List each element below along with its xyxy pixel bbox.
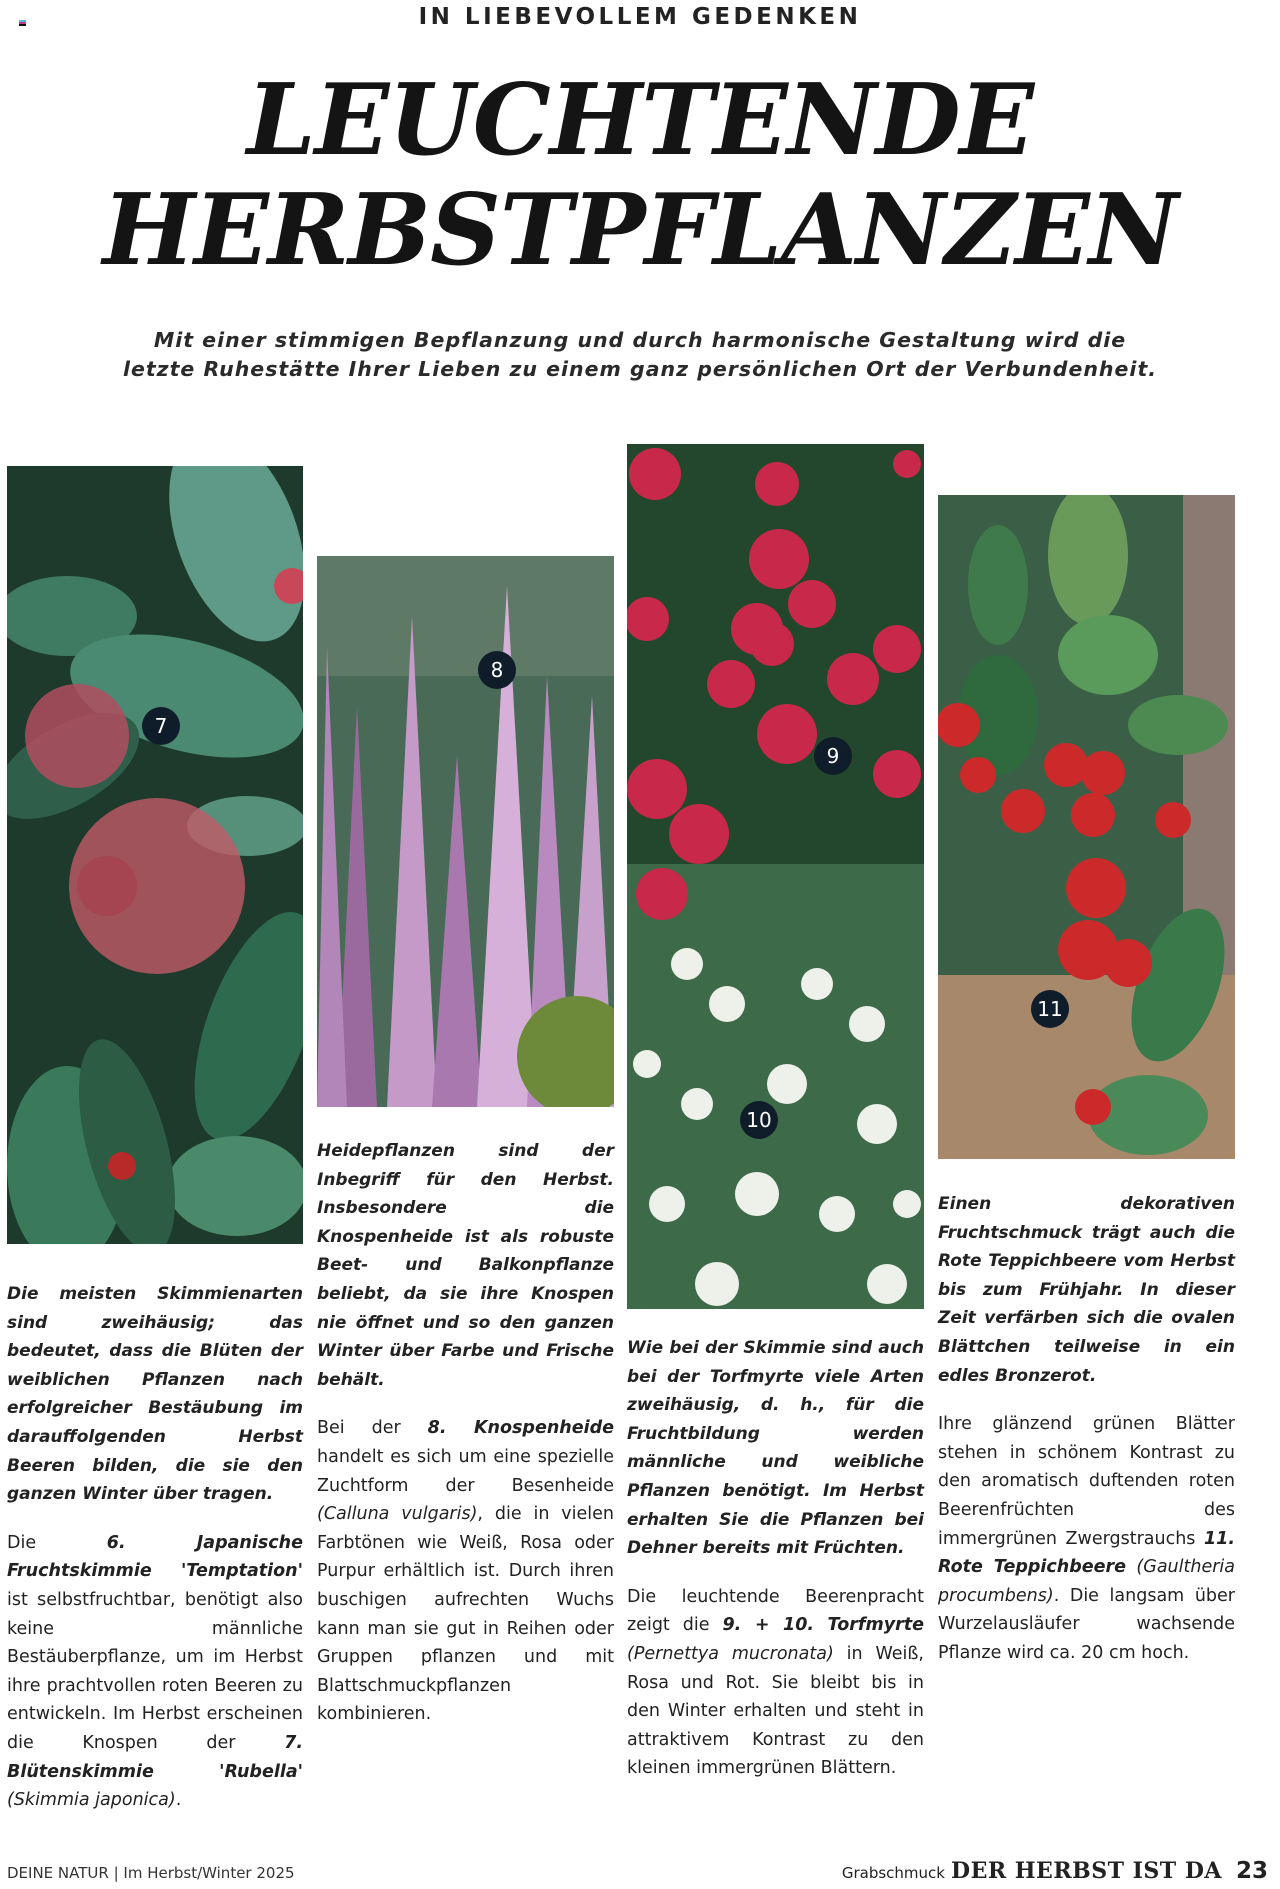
page-number: 23: [1235, 1858, 1268, 1884]
skimmia-photo-illustration: [7, 466, 303, 1244]
column-3-body: Die leuchtende Beerenpracht zeigt die 9. + 10. Torfmyrte (Pernettya mucronata) in Weiß, Rosa und Rot. Sie bleibt bis in den Winter erhalten und steht in attraktivem Kontrast zu den kleinen immergrünen Blättern.: [627, 1586, 924, 1779]
heather-photo-illustration: [317, 556, 614, 1107]
footer-section-title: DER HERBST IST DA: [950, 1858, 1222, 1884]
section-kicker: IN LIEBEVOLLEM GEDENKEN: [418, 4, 862, 30]
column-4-body: Ihre glänzend grünen Blätter stehen in schönem Kontrast zu den aromatisch duftenden roten Beerenfrüchten des immergrünen Zwergstrauchs 11. Rote Teppichbeere (Gaultheria procumbens). Die langsam über Wurzelausläufer wachsende Pflanze wird ca. 20 cm hoch.: [938, 1414, 1235, 1663]
column-4-lead: Einen dekorativen Fruchtschmuck trägt auch die Rote Teppichbeere vom Herbst bis zum Frühjahr. In dieser Zeit verfärben sich die ovalen Blättchen teilweise in ein edles Bronzerot.: [938, 1194, 1235, 1386]
plant-number-badge-11: 11: [1031, 990, 1069, 1028]
botanical-name-9-10: (Pernettya mucronata): [627, 1643, 834, 1664]
column-1-lead: Die meisten Skimmienarten sind zweihäusig; das bedeutet, dass die Blüten der weiblichen Pflanzen nach erfolgreicher Bestäubung im darauffolgenden Herbst Beeren bilden, die sie den ganzen Winter über tragen.: [7, 1284, 303, 1505]
headline-line-1: LEUCHTENDE: [246, 63, 1034, 178]
footer-section-label: Grabschmuck: [841, 1864, 945, 1882]
plant-number-badge-7: 7: [142, 707, 180, 745]
pernettya-photo-illustration: [627, 444, 924, 1309]
gaultheria-photo-illustration: [938, 495, 1235, 1159]
plant-number-badge-8: 8: [478, 651, 516, 689]
photo-gaultheria: [938, 495, 1235, 1159]
photo-pernettya: [627, 444, 924, 1309]
text-column-3: [627, 1334, 924, 1803]
column-2-lead: Heidepflanzen sind der Inbegriff für den Herbst. Insbesondere die Knospenheide ist als robuste Beet- und Balkonpflanze beliebt, da sie ihre Knospen nie öffnet und so den ganzen Winter über Farbe und Frische behält.: [317, 1141, 614, 1390]
botanical-name-8: (Calluna vulgaris): [317, 1504, 478, 1525]
column-3-lead: Wie bei der Skimmie sind auch bei der Torfmyrte viele Arten zweihäusig, d. h., für die Fruchtbildung werden männliche und weibliche Pflanzen benötigt. Im Herbst erhalten Sie die Pflanzen bei Dehner bereits mit Früchten.: [627, 1338, 924, 1559]
headline-line-2: HERBSTPFLANZEN: [102, 173, 1178, 288]
intro-line-2: letzte Ruhestätte Ihrer Lieben zu einem ganz persönlichen Ort der Verbundenheit.: [122, 357, 1158, 381]
text-column-2: [317, 1137, 614, 1749]
column-1-body: Die 6. Japanische Fruchtskimmie 'Temptation' ist selbstfruchtbar, benötigt also keine männliche Bestäuberpflanze, um im Herbst ihre prachtvollen roten Beeren zu entwickeln. Im Herbst erscheinen die Knospen der 7. Blütenskimmie 'Rubella' (Skimmia japonica).: [7, 1532, 303, 1811]
plant-name-6: 6. Japanische Fruchtskimmie 'Temptation': [7, 1532, 303, 1582]
text-column-1: [7, 1280, 303, 1835]
botanical-name-11: (Gaultheria procumbens): [938, 1557, 1235, 1606]
photo-heather: [317, 556, 614, 1107]
text-column-4: [938, 1190, 1235, 1688]
column-2-body: Bei der 8. Knospenheide handelt es sich um eine spezielle Zuchtform der Besenheide (Calluna vulgaris), die in vielen Farbtönen wie Weiß, Rosa oder Purpur erhältlich ist. Durch ihren buschigen aufrechten Wuchs kann man sie gut in Reihen oder Gruppen pflanzen und mit Blattschmuckpflanzen kombinieren.: [317, 1418, 614, 1725]
photo-skimmia: [7, 466, 303, 1244]
footer-section: [842, 1858, 1268, 1884]
intro-text: [0, 326, 1280, 384]
plant-name-7: 7. Blütenskimmie 'Rubella': [7, 1732, 303, 1782]
plant-name-9-10: 9. + 10. Torfmyrte: [722, 1615, 924, 1636]
footer-publication: DEINE NATUR | Im Herbst/Winter 2025: [7, 1864, 295, 1882]
plant-number-badge-10: 10: [740, 1101, 778, 1139]
plant-name-11: 11. Rote Teppichbeere: [938, 1528, 1235, 1578]
plant-number-badge-9: 9: [814, 737, 852, 775]
intro-line-1: Mit einer stimmigen Bepflanzung und durch harmonische Gestaltung wird die: [153, 328, 1127, 352]
botanical-name-7: (Skimmia japonica): [7, 1790, 176, 1811]
plant-name-8: 8. Knospenheide: [427, 1418, 614, 1439]
